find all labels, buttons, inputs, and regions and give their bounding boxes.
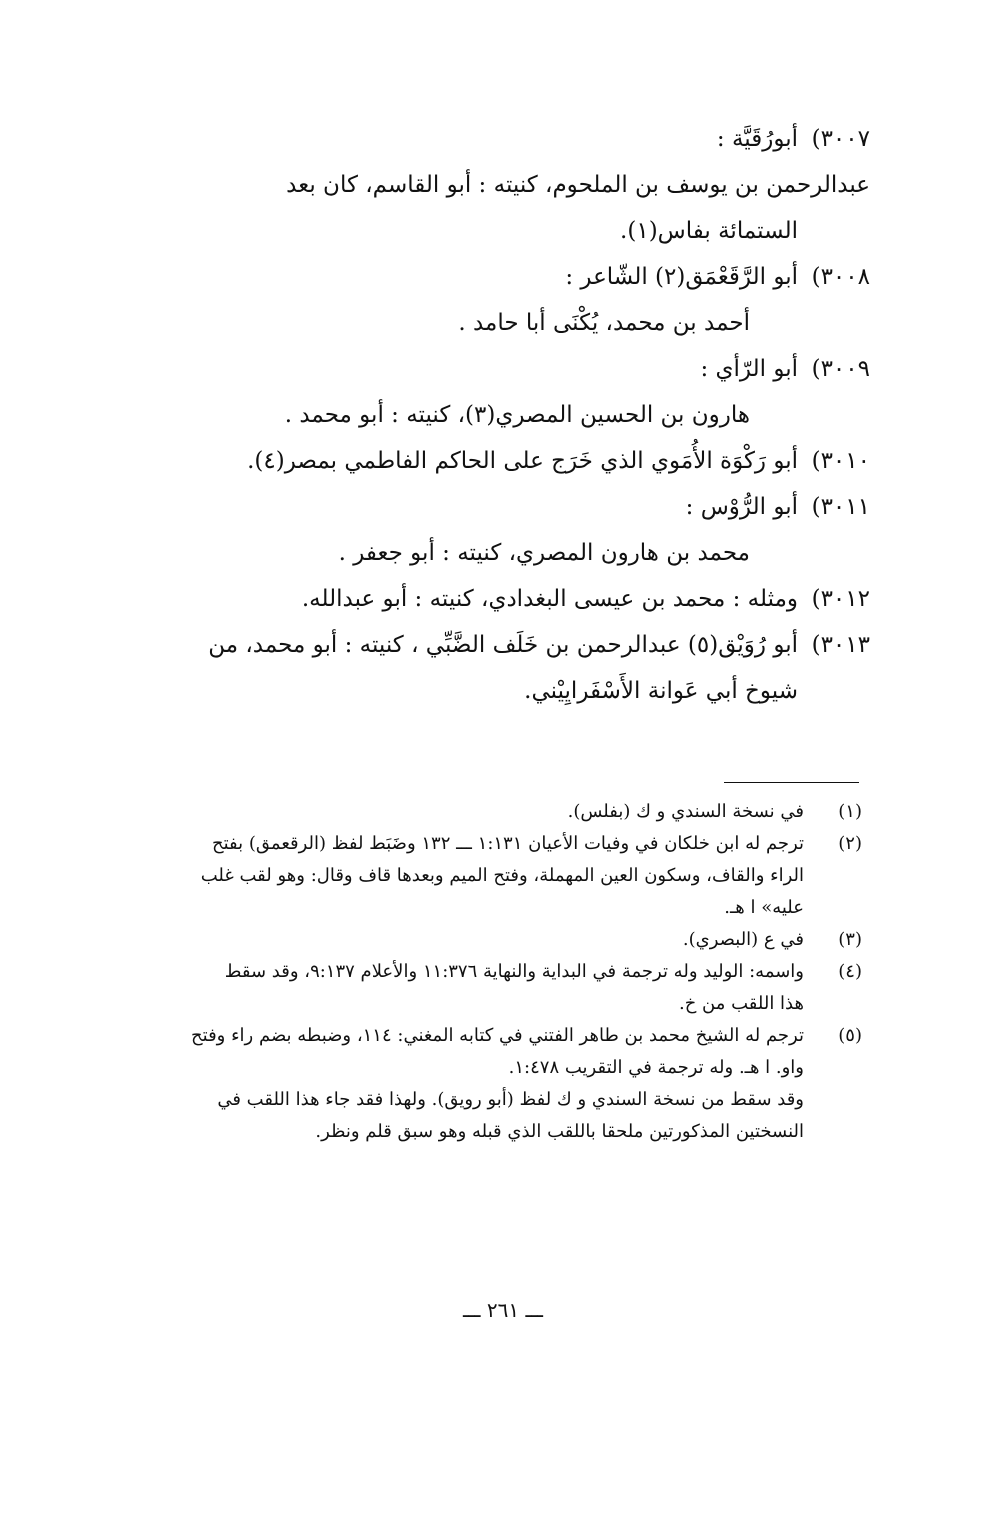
entry-heading: أبورُقَيَّة :	[716, 126, 798, 152]
page-number: ـــ ٢٦١ ـــ	[462, 1298, 544, 1322]
entry-heading: أبو الرُّوْس :	[685, 494, 798, 520]
footnote-text: في ع (البصري).	[682, 929, 804, 950]
entries-section	[130, 116, 870, 714]
footnote-number: (١)	[838, 801, 862, 822]
entry-number: ٣٠١١)	[811, 494, 870, 520]
footnote-text: هذا اللقب من خ.	[678, 993, 804, 1014]
footnote-text: ترجم له الشيخ محمد بن طاهر الفتني في كتابه المغني: ١١٤، وضبطه بضم راء وفتح	[191, 1025, 804, 1046]
footnote-number: (٤)	[838, 961, 862, 982]
entry-number: ٣٠٠٨)	[811, 264, 870, 290]
entry-text: الستمائة بفاس(١).	[620, 218, 798, 244]
entry-3009	[130, 346, 870, 438]
footnote-text: واسمه: الوليد وله ترجمة في البداية والنهاية ١١:٣٧٦ والأعلام ٩:١٣٧، وقد سقط	[224, 961, 804, 982]
footnote-3	[130, 924, 862, 956]
entry-number: ٣٠٠٩)	[811, 356, 870, 382]
footnote-text: عليه» ا هـ.	[724, 897, 804, 918]
footnote-number: (٥)	[838, 1025, 862, 1046]
entry-number: ٣٠١٠)	[811, 448, 870, 474]
footnote-5	[130, 1020, 862, 1148]
entry-3008	[130, 254, 870, 346]
footnote-divider	[724, 782, 859, 783]
entry-number: ٣٠١٣)	[811, 632, 870, 658]
footnote-1	[130, 796, 862, 828]
entry-text: محمد بن هارون المصري، كنيته : أبو جعفر .	[338, 540, 750, 566]
footnote-text: واو. ا هـ. وله ترجمة في التقريب ١:٤٧٨.	[508, 1057, 804, 1078]
entry-text: شيوخ أبي عَوانة الأَسْفَرايِيْني.	[524, 678, 798, 704]
entry-3007	[130, 116, 870, 254]
entry-text: هارون بن الحسين المصري(٣)، كنيته : أبو محمد .	[284, 402, 750, 428]
footnote-2	[130, 828, 862, 924]
footnote-text: النسختين المذكورتين ملحقا باللقب الذي قبله وهو سبق قلم ونظر.	[315, 1121, 804, 1142]
footnote-4	[130, 956, 862, 1020]
entry-3012	[130, 576, 870, 622]
footnotes-section	[130, 796, 862, 1148]
entry-heading: ومثله : محمد بن عيسى البغدادي، كنيته : أبو عبدالله.	[301, 586, 798, 612]
entry-3010	[130, 438, 870, 484]
entry-number: ٣٠٠٧)	[811, 126, 870, 152]
entry-text: أحمد بن محمد، يُكْنَى أبا حامد .	[458, 310, 750, 336]
entry-3011	[130, 484, 870, 576]
entry-heading: أبو رُوَيْق(٥) عبدالرحمن بن خَلَف الضَّبِّي ، كنيته : أبو محمد، من	[208, 632, 798, 658]
footnote-text: وقد سقط من نسخة السندي و ك لفظ (أبو رويق). ولهذا فقد جاء هذا اللقب في	[217, 1089, 804, 1110]
entry-number: ٣٠١٢)	[811, 586, 870, 612]
footnote-text: في نسخة السندي و ك (بفلس).	[567, 801, 804, 822]
entry-heading: أبو الرَّقَعْمَق(٢) الشّاعر :	[565, 264, 798, 290]
footnote-text: ترجم له ابن خلكان في وفيات الأعيان ١:١٣١ ـــ ١٣٢ وضَبَط لفظ (الرقعمق) بفتح	[211, 833, 804, 854]
footnote-number: (٢)	[838, 833, 862, 854]
entry-text: عبدالرحمن بن يوسف بن الملحوم، كنيته : أبو القاسم، كان بعد	[286, 172, 870, 198]
entry-3013	[130, 622, 870, 714]
entry-heading: أبو رَكْوَة الأُمَوي الذي خَرَج على الحاكم الفاطمي بمصر(٤).	[247, 448, 798, 474]
entry-heading: أبو الرّأي :	[700, 356, 798, 382]
footnote-number: (٣)	[838, 929, 862, 950]
footnote-text: الراء والقاف، وسكون العين المهملة، وفتح الميم وبعدها قاف وقال: وهو لقب غلب	[200, 865, 804, 886]
